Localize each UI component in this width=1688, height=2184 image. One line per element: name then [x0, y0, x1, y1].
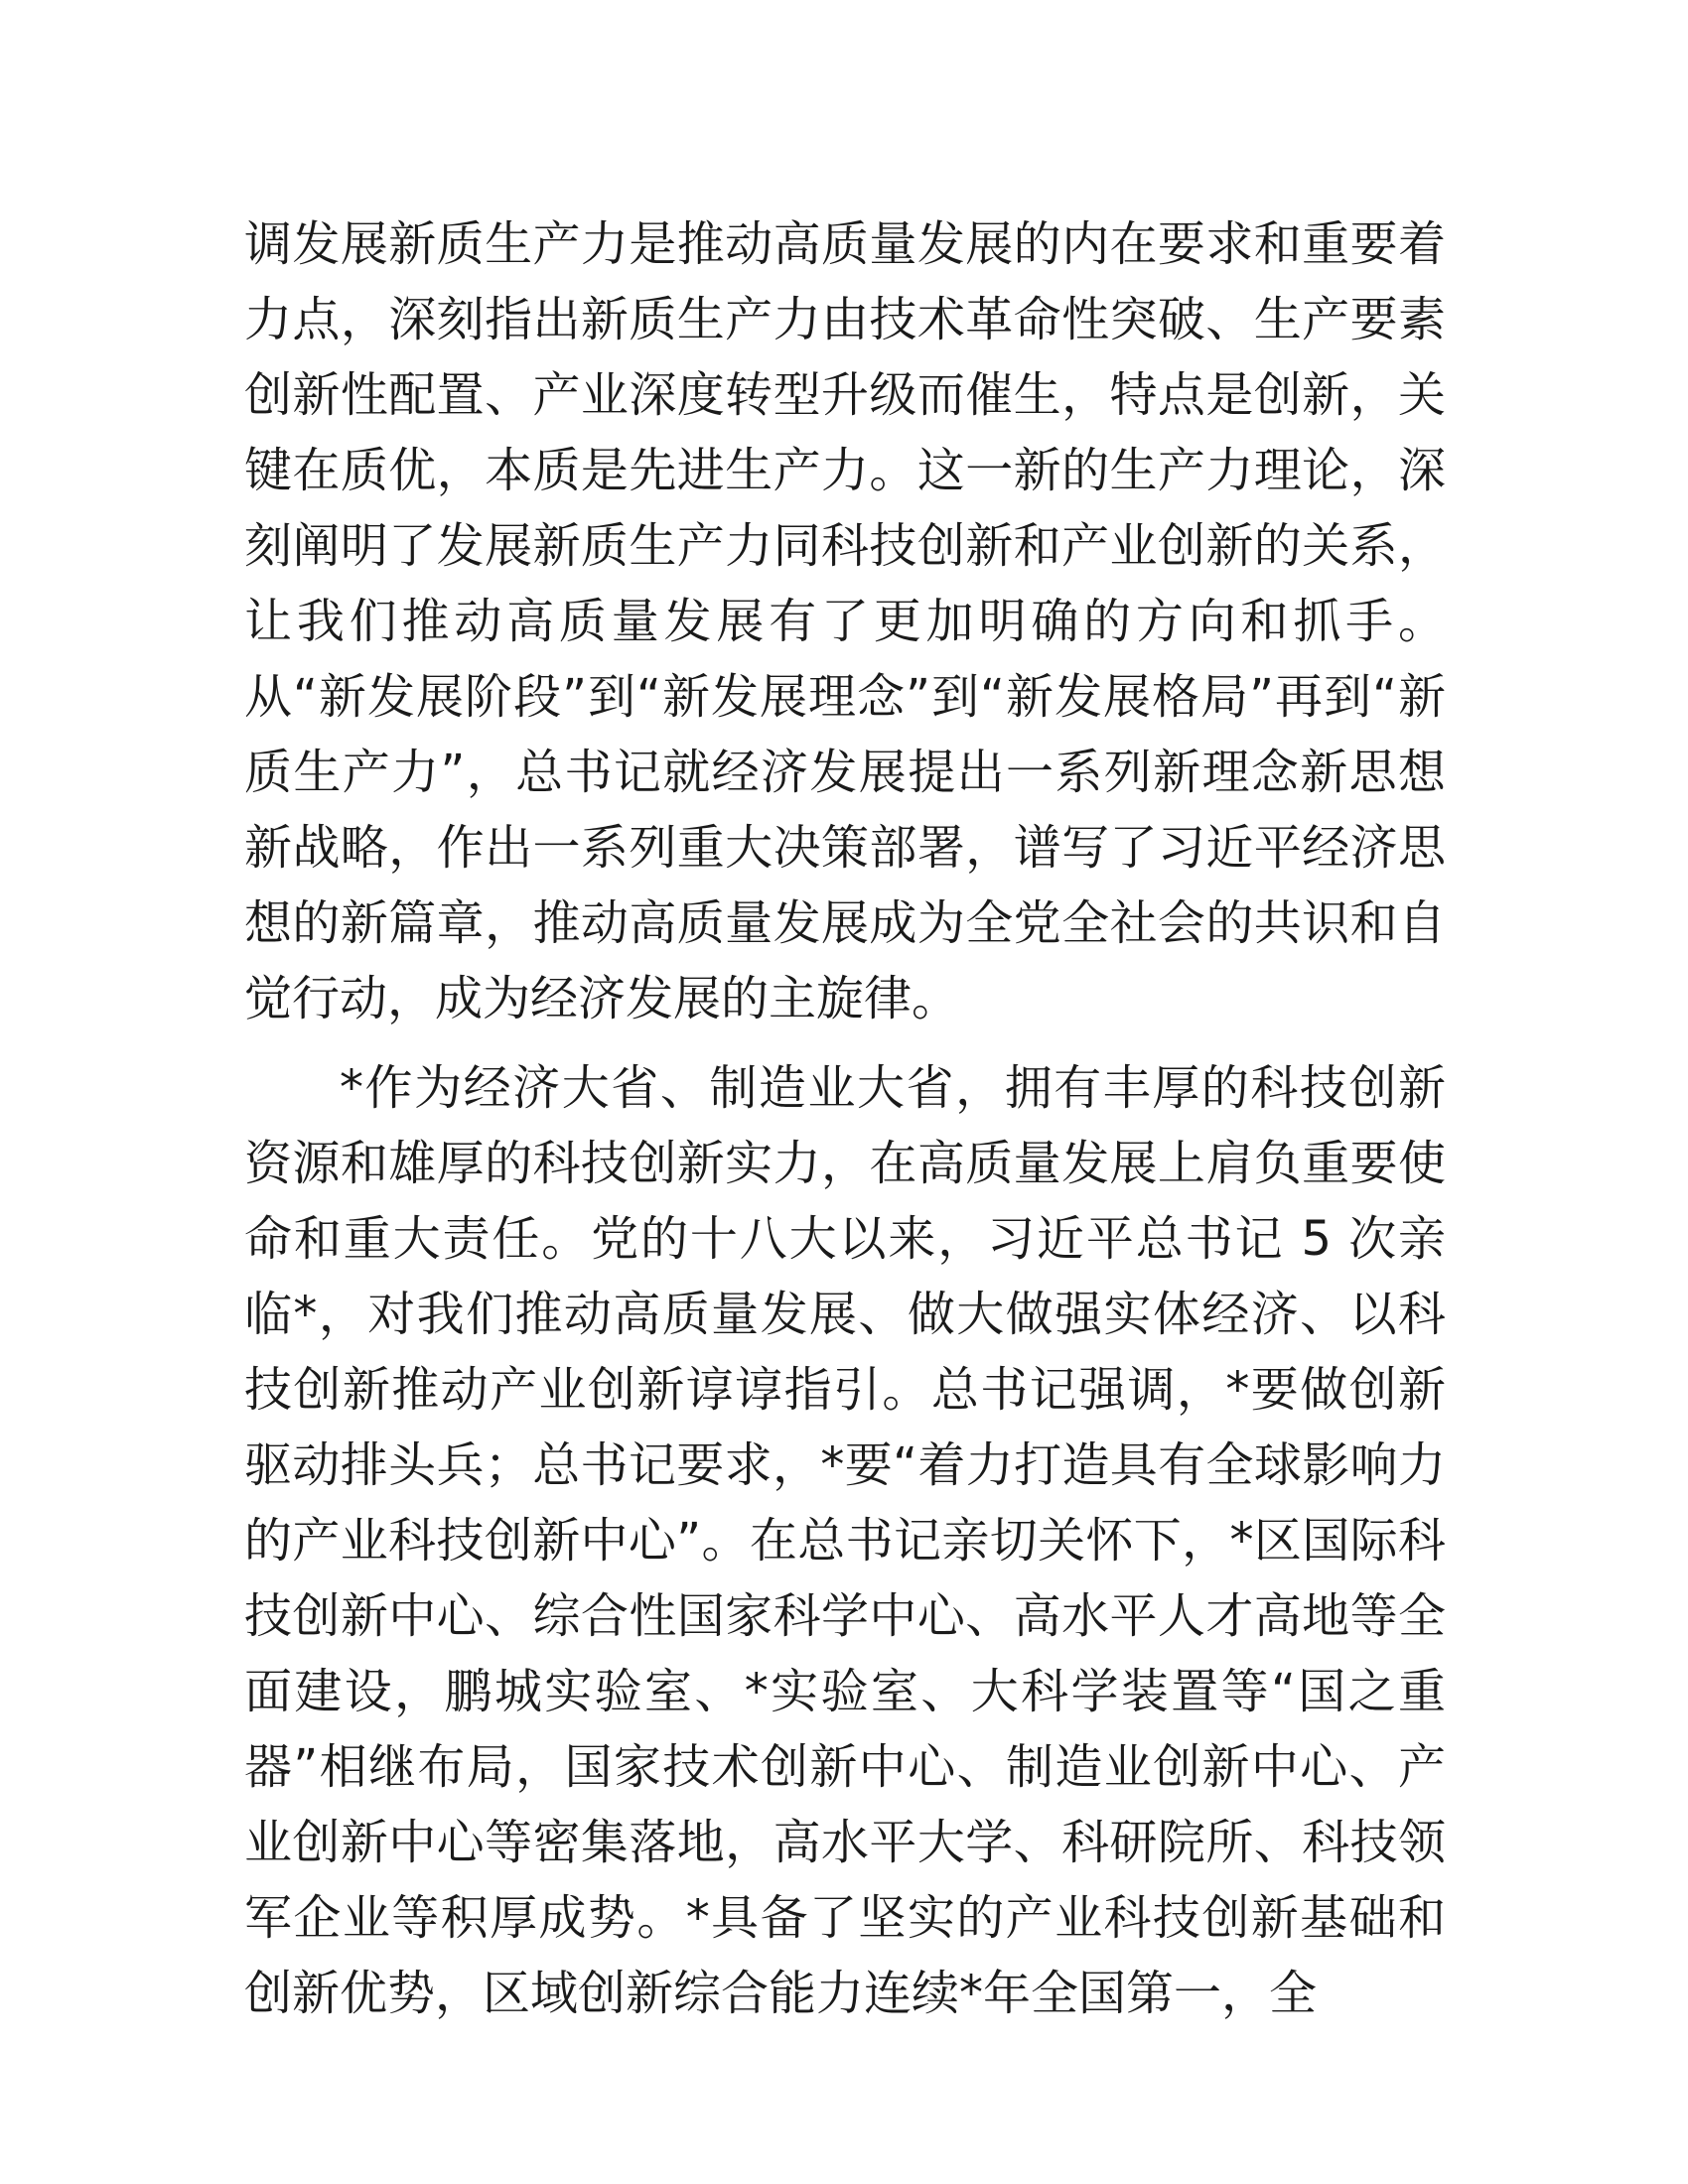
- body-text: [244, 206, 1446, 2031]
- paragraph-1: 调发展新质生产力是推动高质量发展的内在要求和重要着力点，深刻指出新质生产力由技术革命性突破、生产要素创新性配置、产业深度转型升级而催生，特点是创新，关键在质优，本质是先进生产力。这一新的生产力理论，深刻阐明了发展新质生产力同科技创新和产业创新的关系，让我们推动高质量发展有了更加明确的方向和抓手。从“新发展阶段”到“新发展理念”到“新发展格局”再到“新质生产力”，总书记就经济发展提出一系列新理念新思想新战略，作出一系列重大决策部署，谱写了习近平经济思想的新篇章，推动高质量发展成为全党全社会的共识和自觉行动，成为经济发展的主旋律。: [244, 216, 1446, 1026]
- paragraph-2: *作为经济大省、制造业大省，拥有丰厚的科技创新资源和雄厚的科技创新实力，在高质量发展上肩负重要使命和重大责任。党的十八大以来，习近平总书记 5 次亲临*，对我们推动高质量发展、做大做强实体经济、以科技创新推动产业创新谆谆指引。总书记强调，*要做创新驱动排头兵；总书记要求，*要“着力打造具有全球影响力的产业科技创新中心”。在总书记亲切关怀下，*区国际科技创新中心、综合性国家科学中心、高水平人才高地等全面建设，鹏城实验室、*实验室、大科学装置等“国之重器”相继布局，国家技术创新中心、制造业创新中心、产业创新中心等密集落地，高水平大学、科研院所、科技领军企业等积厚成势。*具备了坚实的产业科技创新基础和创新优势，区域创新综合能力连续*年全国第一，全: [244, 1060, 1446, 2021]
